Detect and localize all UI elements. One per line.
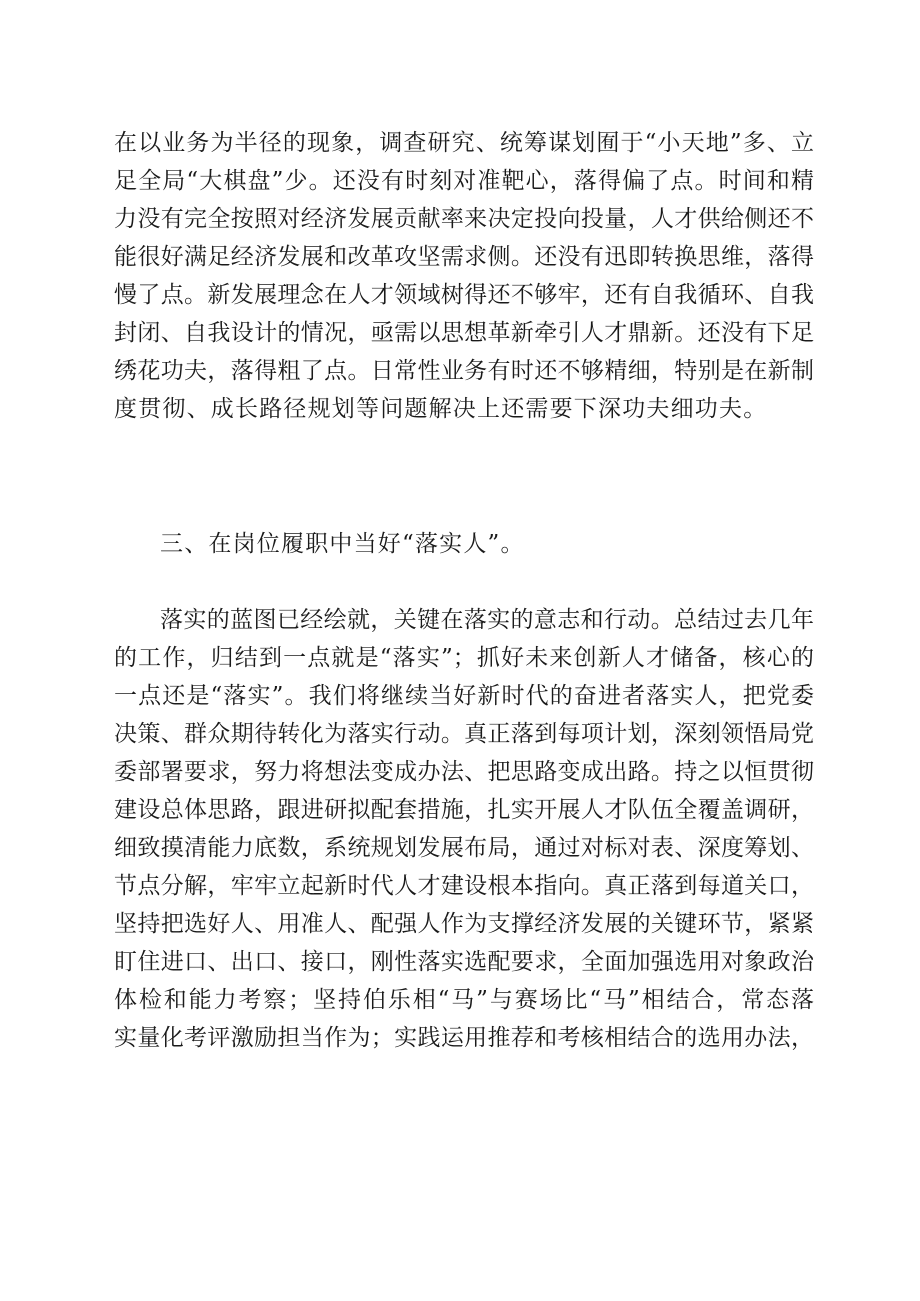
paragraph-line: 体检和能力考察；坚持伯乐相“马”与赛场比“马”相结合，常态落: [114, 987, 814, 1013]
paragraph-line: 建设总体思路，跟进研拟配套措施，扎实开展人才队伍全覆盖调研，: [114, 797, 814, 823]
paragraph-2: [114, 601, 814, 1057]
paragraph-line: 委部署要求，努力将想法变成办法、把思路变成出路。持之以恒贯彻: [114, 759, 814, 785]
paragraph-line: 力没有完全按照对经济发展贡献率来决定投向投量，人才供给侧还不: [114, 206, 814, 232]
paragraph-line: 一点还是“落实”。我们将继续当好新时代的奋进者落实人，把党委: [114, 683, 814, 709]
paragraph-line: 实量化考评激励担当作为；实践运用推荐和考核相结合的选用办法，: [114, 1025, 814, 1051]
section-heading: 三、在岗位履职中当好“落实人”。: [160, 531, 525, 557]
paragraph-line: 度贯彻、成长路径规划等问题解决上还需要下深功夫细功夫。: [114, 396, 768, 422]
paragraph-line: 的工作，归结到一点就是“落实”；抓好未来创新人才储备，核心的: [114, 645, 814, 671]
paragraph-line: 盯住进口、出口、接口，刚性落实选配要求，全面加强选用对象政治: [114, 949, 814, 975]
paragraph-line: 在以业务为半径的现象，调查研究、统筹谋划囿于“小天地”多、立: [114, 130, 814, 156]
section-heading-block: [114, 525, 814, 563]
paragraph-line: 细致摸清能力底数，系统规划发展布局，通过对标对表、深度筹划、: [114, 835, 814, 861]
paragraph-line: 封闭、自我设计的情况，亟需以思想革新牵引人才鼎新。还没有下足: [114, 320, 814, 346]
paragraph-line: 节点分解，牢牢立起新时代人才建设根本指向。真正落到每道关口，: [114, 873, 814, 899]
paragraph-line: 绣花功夫，落得粗了点。日常性业务有时还不够精细，特别是在新制: [114, 358, 814, 384]
paragraph-line: 足全局“大棋盘”少。还没有时刻对准靶心，落得偏了点。时间和精: [114, 168, 814, 194]
paragraph-line: 坚持把选好人、用准人、配强人作为支撑经济发展的关键环节，紧紧: [114, 911, 814, 937]
paragraph-line: 慢了点。新发展理念在人才领域树得还不够牢，还有自我循环、自我: [114, 282, 814, 308]
paragraph-1: [114, 124, 814, 428]
paragraph-line: 能很好满足经济发展和改革攻坚需求侧。还没有迅即转换思维，落得: [114, 244, 814, 270]
paragraph-line: 落实的蓝图已经绘就，关键在落实的意志和行动。总结过去几年: [160, 607, 814, 633]
paragraph-line: 决策、群众期待转化为落实行动。真正落到每项计划，深刻领悟局党: [114, 721, 814, 747]
